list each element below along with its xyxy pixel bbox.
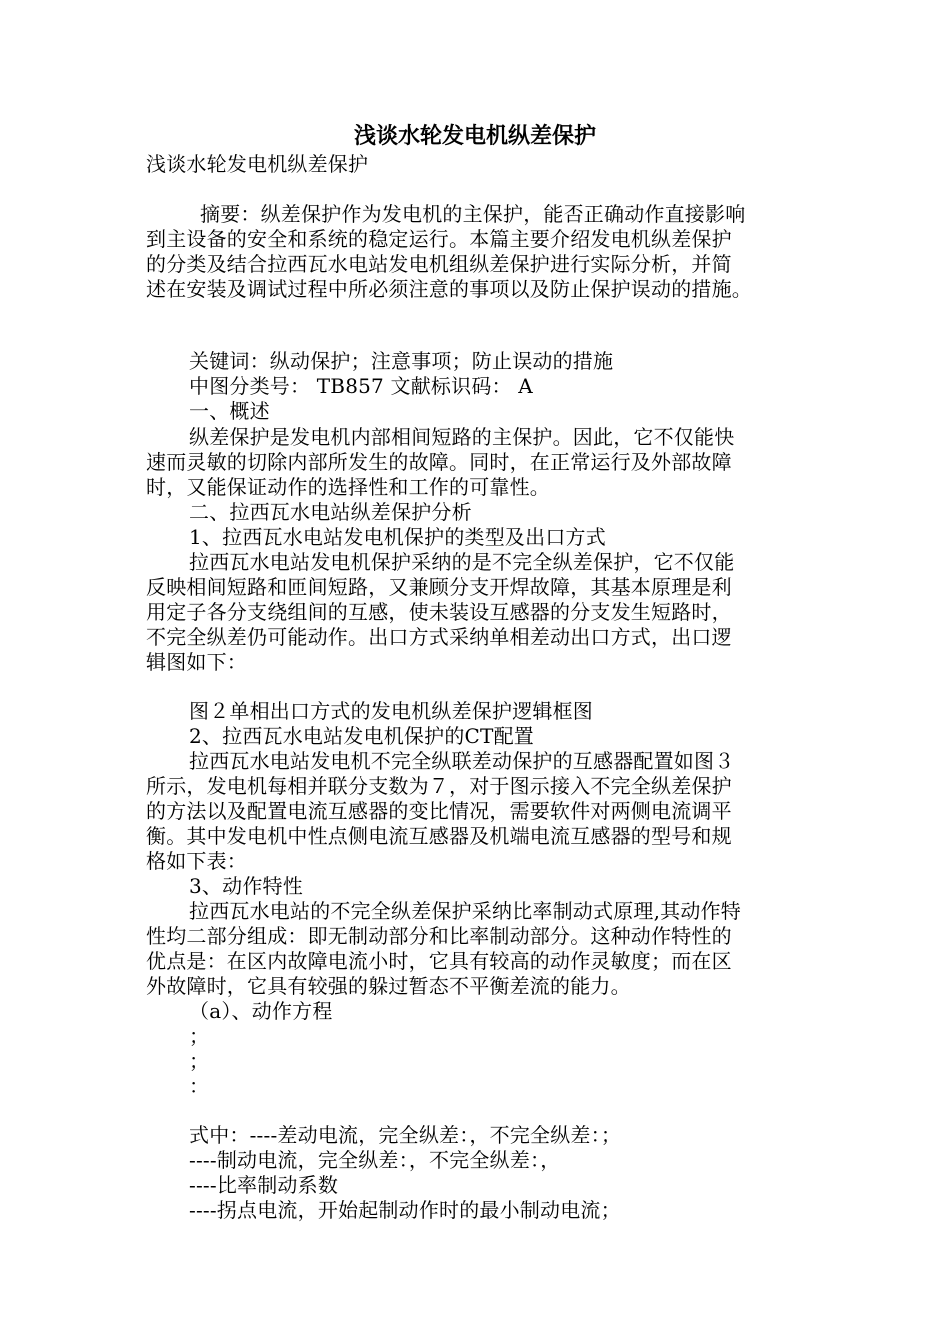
document-title: 浅谈水轮发电机纵差保护 [353,123,596,149]
subsection-heading: 2、拉西瓦水电站发电机保护的CT配置 [189,724,534,748]
definition-line: ----拐点电流，开始起制动作时的最小制动电流； [189,1198,621,1222]
abstract-line: 到主设备的安全和系统的稳定运行。本篇主要介绍发电机纵差保护 [146,227,732,251]
paragraph-line: 拉西瓦水电站的不完全纵差保护采纳比率制动式原理,其动作特 [189,899,741,923]
abstract-line: 摘要：纵差保护作为发电机的主保护，能否正确动作直接影响 [200,202,746,226]
abstract-line: 述在安装及调试过程中所必须注意的事项以及防止保护误动的措施。 [146,277,752,301]
classification-info: 中图分类号： TB857 文献标识码： A [189,374,533,398]
definition-line: ----比率制动系数 [189,1173,339,1197]
paragraph-line: 辑图如下： [146,650,247,674]
section-heading: 一、概述 [189,399,270,423]
paragraph-line: 优点是：在区内故障电流小时，它具有较高的动作灵敏度；而在区 [146,949,732,973]
definition-line: ----制动电流，完全纵差：，不完全纵差：， [189,1148,561,1172]
paragraph-line: 衡。其中发电机中性点侧电流互感器及机端电流互感器的型号和规 [146,824,732,848]
paragraph-line: 纵差保护是发电机内部相间短路的主保护。因此，它不仅能快 [189,425,735,449]
definition-line: 式中：----差动电流，完全纵差：，不完全纵差：； [189,1123,622,1147]
paragraph-line: 所示，发电机每相并联分支数为７，对于图示接入不完全纵差保护 [146,774,732,798]
equation-heading: （a）、动作方程 [189,999,333,1023]
paragraph-line: 的方法以及配置电流互感器的变比情况，需要软件对两侧电流调平 [146,799,732,823]
figure-caption: 图２单相出口方式的发电机纵差保护逻辑框图 [189,699,593,723]
subsection-heading: 3、动作特性 [189,874,303,898]
paragraph-line: 时，又能保证动作的选择性和工作的可靠性。 [146,475,550,499]
abstract-line: 的分类及结合拉西瓦水电站发电机组纵差保护进行实际分析，并简 [146,252,732,276]
paragraph-line: 性均二部分组成：即无制动部分和比率制动部分。这种动作特性的 [146,924,732,948]
paragraph-line: 速而灵敏的切除内部所发生的故障。同时，在正常运行及外部故障 [146,450,732,474]
paragraph-line: 反映相间短路和匝间短路，又兼顾分支开焊故障，其基本原理是利 [146,575,732,599]
section-heading: 二、拉西瓦水电站纵差保护分析 [189,500,472,524]
document-subtitle: 浅谈水轮发电机纵差保护 [146,152,369,176]
paragraph-line: 拉西瓦水电站发电机不完全纵联差动保护的互感器配置如图３ [189,749,735,773]
subsection-heading: 1、拉西瓦水电站发电机保护的类型及出口方式 [189,525,606,549]
equation-mark: ： [189,1074,210,1098]
keywords: 关键词：纵动保护；注意事项；防止误动的措施 [189,349,614,373]
paragraph-line: 外故障时，它具有较强的躲过暂态不平衡差流的能力。 [146,974,631,998]
equation-mark: ； [189,1049,210,1073]
paragraph-line: 拉西瓦水电站发电机保护采纳的是不完全纵差保护，它不仅能 [189,550,735,574]
paragraph-line: 格如下表： [146,849,247,873]
paragraph-line: 不完全纵差仍可能动作。出口方式采纳单相差动出口方式，出口逻 [146,625,732,649]
equation-mark: ； [189,1024,210,1048]
paragraph-line: 用定子各分支绕组间的互感，使未装设互感器的分支发生短路时， [146,600,732,624]
